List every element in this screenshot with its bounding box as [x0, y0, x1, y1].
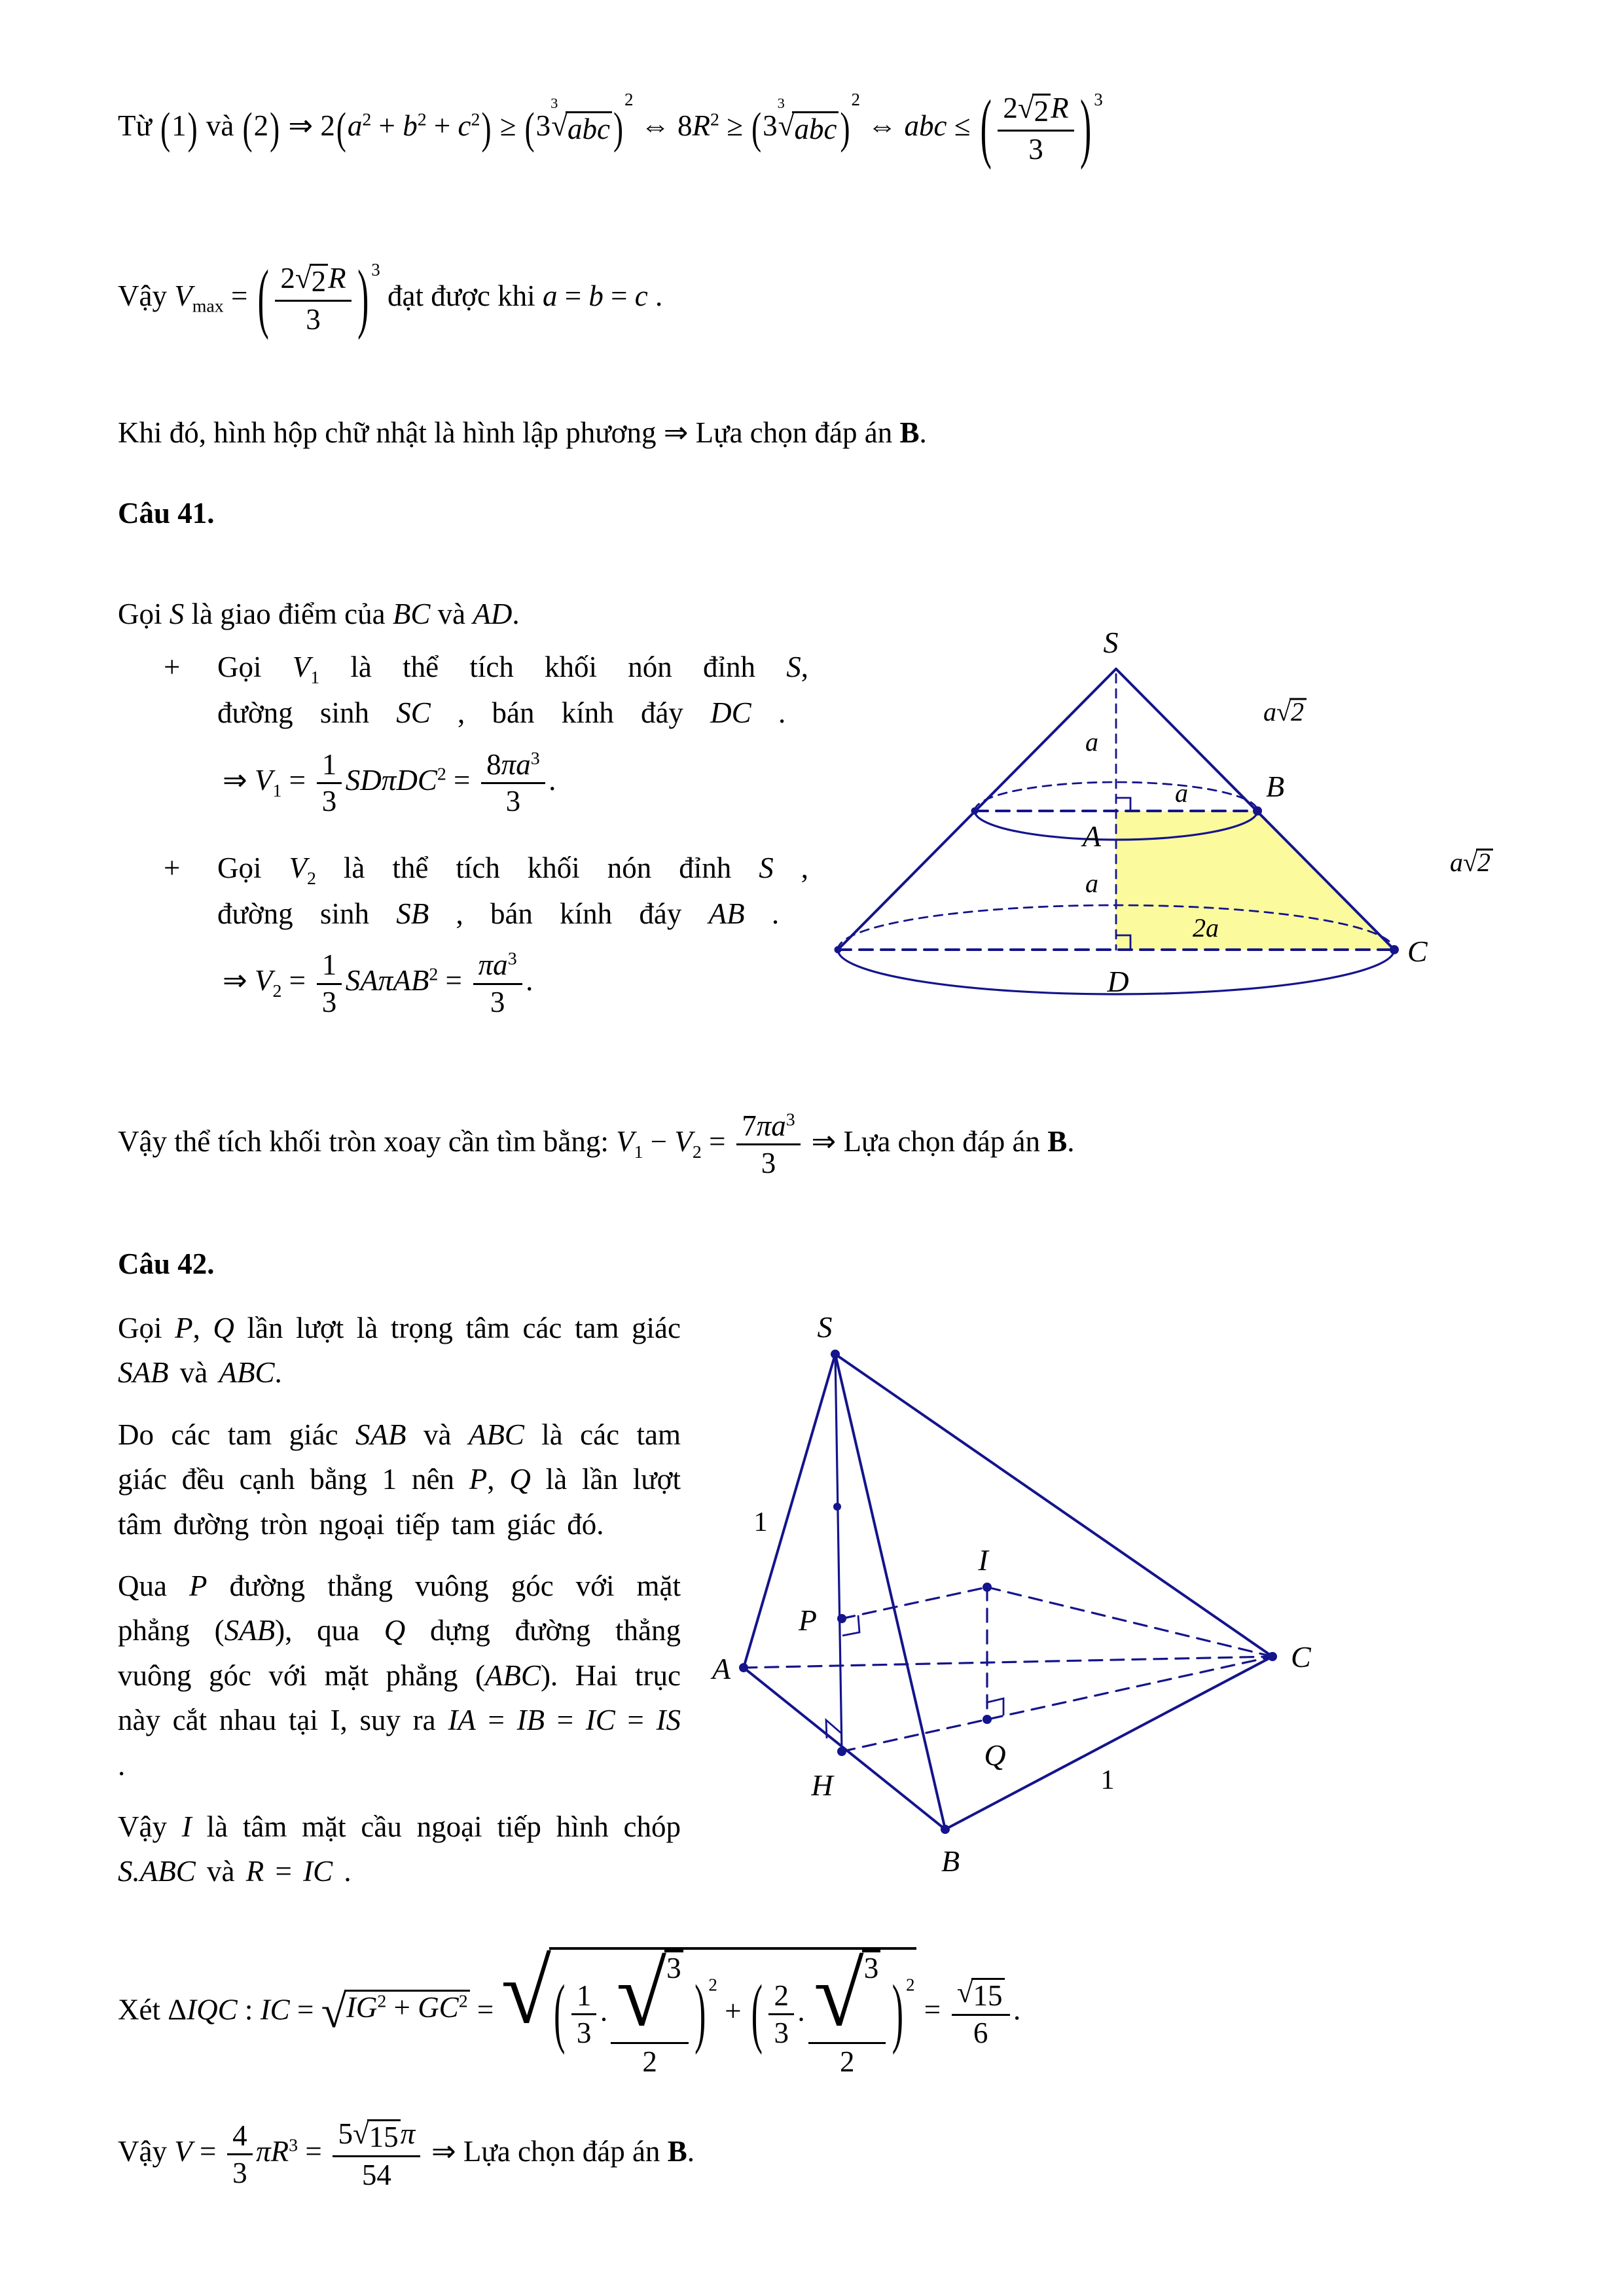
bullet-v1-text: Gọi $V_1$ là thể tích khối nón đỉnh S, đường sinh SC , bán kính đáy DC .: [217, 651, 808, 729]
bullet-v1: [164, 645, 808, 736]
q42-paragraph-2: Do các tam giác SAB và ABC là các tam giác đều cạnh bằng 1 nên P, Q là lần lượt tâm đường tròn ngoại tiếp tam giác đó.: [118, 1418, 681, 1541]
label-axis-lower-a: a: [1085, 869, 1098, 898]
bullet-marker: +: [164, 851, 181, 884]
tetra-dashed-edges: [744, 1587, 1272, 1751]
iqc-formula: Xét ΔIQC : IC = √ $IG^2 + GC^2$ = √ ( $\frac{1}{3}$ . √ 3 2 ) $^2$ + ( $\frac{2}{3}$ . √ 3 2 ) $^2$ = √ 15 6 .: [118, 1942, 1021, 2079]
label-I: I: [978, 1543, 988, 1577]
bullet-v2-text: Gọi $V_2$ là thể tích khối nón đỉnh S , đường sinh SB , bán kính đáy AB .: [217, 851, 808, 930]
q41-left-column: [164, 645, 808, 1047]
derivation-line-1: Từ (1) và (2) ⇒ $2(a^2 + b^2 + c^2) \ge (3$ 3 √ abc )$^2$ ⇔ $8R^2 \ge (3$ 3 √ abc )$^2$ ⇔ abc ≤ ( 2 √ 2 R 3 ) $^3$: [118, 85, 1103, 171]
q42-paragraph-1: Gọi P, Q lần lượt là trọng tâm các tam giác SAB và ABC.: [118, 1312, 681, 1390]
label-A: A: [712, 1652, 731, 1685]
q41-conclusion: Vậy thể tích khối tròn xoay cần tìm bằng: $V_1 - V_2$ = $\frac{7\pi a^3}{3}$ ⇒ Lựa chọn đáp án B.: [118, 1109, 1075, 1179]
label-D: D: [1107, 965, 1129, 998]
segment-IC: [987, 1587, 1272, 1657]
q42-paragraph-4: Vậy I là tâm mặt cầu ngoại tiếp hình chóp S.ABC và R = IC .: [118, 1810, 681, 1888]
label-B: B: [941, 1844, 960, 1878]
q42-paragraph-3: Qua P đường thẳng vuông góc với mặt phẳng (SAB), qua Q dựng đường thẳng vuông góc với mặt phẳng (ABC). Hai trục này cắt nhau tại I, suy ra IA = IB = IC = IS .: [118, 1569, 681, 1782]
label-Q: Q: [984, 1738, 1006, 1772]
edge-AC: [744, 1657, 1272, 1668]
right-angle-Q: [987, 1698, 1003, 1715]
label-edge-sa-1: 1: [753, 1507, 768, 1537]
label-axis-upper-a: a: [1085, 727, 1098, 757]
q42-left-column: [118, 1306, 681, 1911]
label-H: H: [811, 1768, 833, 1802]
label-C: C: [1291, 1640, 1311, 1674]
median-SH: [835, 1354, 842, 1751]
label-C: C: [1407, 935, 1428, 968]
bullet-v2: [164, 846, 808, 937]
right-angle-upper: [1116, 798, 1130, 811]
label-P: P: [798, 1604, 817, 1637]
cube-conclusion-line: Khi đó, hình hộp chữ nhật là hình lập phương ⇒ Lựa chọn đáp án B.: [118, 416, 927, 449]
q41-intro: Gọi S là giao điểm của BC và AD.: [118, 598, 520, 630]
vmax-line: Vậy $V_{max}$ = ( 2 √ 2 R 3 ) $^3$ đạt được khi a = b = c .: [118, 255, 663, 342]
label-B: B: [1266, 770, 1285, 803]
v2-formula: ⇒ $V_2$ = $\frac{1}{3}$ SAπAB$^2$ = $\frac{\pi a^3}{3}$ .: [223, 948, 533, 1019]
segment-PI: [842, 1587, 987, 1619]
q41-heading: Câu 41.: [118, 497, 215, 529]
right-angle-marks: [826, 1615, 1003, 1738]
label-edge-bc-1: 1: [1100, 1765, 1115, 1795]
v1-formula: ⇒ $V_1$ = $\frac{1}{3}$ SDπDC$^2$ = $\frac{8\pi a^3}{3}$ .: [223, 747, 556, 818]
edge-SC: [835, 1354, 1272, 1657]
q42-final-line: Vậy V = $\frac{4}{3}$ $\pi R^3$ = 5 √ 15 π 54 ⇒ Lựa chọn đáp án B.: [118, 2117, 695, 2191]
label-S: S: [817, 1310, 833, 1344]
cone-diagram: [805, 612, 1623, 1024]
label-A: A: [1082, 819, 1101, 853]
q42-heading: Câu 42.: [118, 1247, 215, 1280]
shaded-axial-section: [1116, 811, 1394, 950]
label-radius-upper-a: a: [1175, 778, 1188, 808]
label-S: S: [1103, 626, 1119, 659]
bullet-marker: +: [164, 651, 181, 683]
edge-SB: [835, 1354, 945, 1829]
label-slant-upper: a√2: [1263, 697, 1304, 726]
segment-HC: [842, 1657, 1272, 1751]
tetrahedron-diagram: [687, 1299, 1329, 1888]
label-slant-lower: a√2: [1450, 848, 1490, 877]
label-radius-lower-2a: 2a: [1193, 913, 1219, 942]
